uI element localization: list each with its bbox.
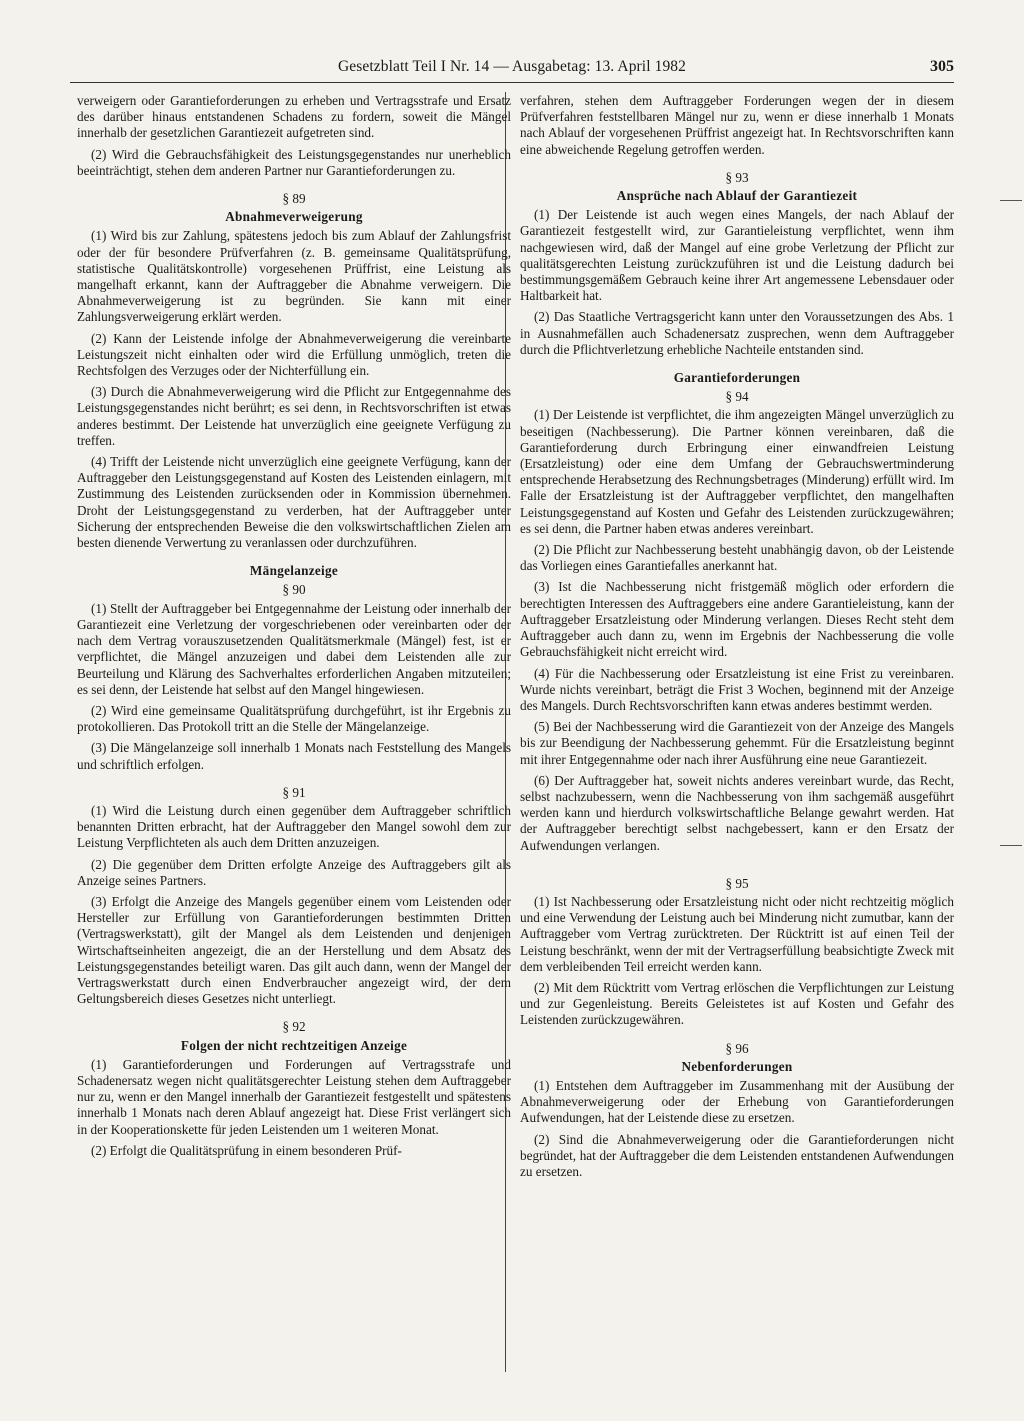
paragraph: (2) Wird eine gemeinsame Qualitätsprüfung durchgeführt, ist ihr Ergebnis zu protokollieren. Das Protokoll tritt an die Stelle der Mängelanzeige. bbox=[77, 702, 511, 735]
section-number: § 89 bbox=[282, 191, 306, 207]
section-title: Ansprüche nach Ablauf der Garantiezeit bbox=[616, 188, 858, 204]
paragraph: (2) Das Staatliche Vertragsgericht kann unter den Voraussetzungen des Abs. 1 in Ausnahmefällen auch Schadenersatz zusprechen, wenn dem Auftraggeber durch die Pflichtverletzung erhebliche Nachteile entstanden sind. bbox=[520, 309, 954, 357]
paragraph: (2) Kann der Leistende infolge der Abnahmeverweigerung die vereinbarte Leistungszeit nicht einhalten oder wird die Erfüllung unmöglich, treten die Rechtsfolgen des Verzuges oder der Nichterfüllung ein. bbox=[77, 330, 511, 379]
paragraph: (1) Ist Nachbesserung oder Ersatzleistung nicht oder nicht rechtzeitig möglich und eine Verwendung der Leistung auch bei Minderung nicht zumutbar, kann der Auftraggeber vom Vertrag zurücktreten. Der Rücktritt ist auf einen Teil der Leistung beschränkt, wenn der mit der Vertragserfüllung beabsichtigte Zweck mit dem verbleibenden Teil erreicht werden kann. bbox=[520, 893, 954, 974]
paragraph: (3) Die Mängelanzeige soll innerhalb 1 Monats nach Feststellung des Mangels und schriftlich erfolgen. bbox=[77, 740, 511, 772]
paragraph: (2) Die gegenüber dem Dritten erfolgte Anzeige des Auftraggebers gilt als Anzeige seines Partners. bbox=[77, 856, 511, 888]
section-number: § 94 bbox=[725, 389, 749, 405]
section-title: Folgen der nicht rechtzeitigen Anzeige bbox=[180, 1037, 408, 1053]
paragraph: (2) Sind die Abnahmeverweigerung oder die Garantieforderungen nicht begründet, hat der Auftraggeber die dem Leistenden entstandenen Aufwendungen zu ersetzen. bbox=[520, 1131, 954, 1179]
section-number: § 92 bbox=[282, 1019, 306, 1035]
paragraph: (1) Garantieforderungen und Forderungen auf Vertragsstrafe und Schadenersatz wegen nicht qualitätsgerechter Leistung stehen dem Auftraggeber nur zu, wenn er den Mangel innerhalb der Garantiezeit festgestellt und spätestens innerhalb 1 Monats nach deren Ablauf angezeigt hat. Diese Frist verlängert sich in der Kooperationskette für jeden Leistenden um 1 weiteren Monat. bbox=[77, 1056, 511, 1137]
section-title: Nebenforderungen bbox=[681, 1058, 793, 1074]
page-header bbox=[70, 58, 954, 83]
section-number: § 91 bbox=[282, 784, 306, 800]
paragraph: verfahren, stehen dem Auftraggeber Forderungen wegen der in diesem Prüfverfahren feststellbaren Mängel nur zu, wenn er diese innerhalb 1 Monats nach Ablauf der vorgesehenen Prüffrist angezeigt hat. In Rechtsvorschriften kann eine abweichende Regelung getroffen werden. bbox=[520, 93, 954, 157]
right-column bbox=[520, 93, 954, 1185]
paragraph: (1) Der Leistende ist auch wegen eines Mangels, der nach Ablauf der Garantiezeit festgestellt wird, zur Garantieleistung verpflichtet, wenn ihm nachgewiesen wird, daß der Mangel auf eine grobe Verletzung der Pflicht zur qualitätsgerechten Leistung zurückzuführen ist und die Leistung dadurch bei bestimmungsgemäßem Gebrauch keine ihrer Art angemessene Lebensdauer oder Haltbarkeit hat. bbox=[520, 207, 954, 304]
paragraph: (4) Trifft der Leistende nicht unverzüglich eine geeignete Verfügung, kann der Auftraggeber den Leistungsgegenstand auf Kosten des Leistenden einlagern, mit Zustimmung des Leistenden zurücksenden oder in Kommission übernehmen. Droht der Leistungsgegenstand zu verderben, hat der Auftraggeber unter Sicherung der entsprechenden Beweise die den volkswirtschaftlichen Zielen am besten dienende Verwertung zu veranlassen oder durchzuführen. bbox=[77, 454, 511, 551]
margin-mark bbox=[1000, 845, 1022, 846]
section-number: § 95 bbox=[725, 875, 749, 891]
left-column bbox=[77, 93, 511, 1164]
paragraph: (2) Wird die Gebrauchsfähigkeit des Leistungsgegenstandes nur unerheblich beeinträchtigt, stehen dem anderen Partner nur Garantieforderungen zu. bbox=[77, 146, 511, 178]
paragraph: (3) Erfolgt die Anzeige des Mangels gegenüber einem vom Leistenden oder Hersteller zur Erfüllung von Garantieforderungen bestimmten Dritten (Vertragswerkstatt), gilt der Mangel als dem Leistenden und denjenigen Wirtschaftseinheiten angezeigt, die an der Herstellung und dem Absatz des Leistungsgegenstandes beteiligt waren. Das gilt auch dann, wenn der Mangel der Vertragswerkstatt durch einen Endverbraucher angezeigt wird, der dem Geltungsbereich dieses Gesetzes nicht unterliegt. bbox=[77, 893, 511, 1007]
paragraph: (3) Ist die Nachbesserung nicht fristgemäß möglich oder erfordern die berechtigten Interessen des Auftraggebers eine andere Garantieleistung, kann der Auftraggeber Ersatzleistung oder Minderung verlangen. Dieses Recht steht dem Auftraggeber auch dann zu, wenn im Ergebnis der Nachbesserung die volle Gebrauchsfähigkeit nicht erreicht wird. bbox=[520, 579, 954, 660]
section-title: Garantieforderungen bbox=[673, 370, 801, 386]
paragraph: (4) Für die Nachbesserung oder Ersatzleistung ist eine Frist zu vereinbaren. Wurde nichts vereinbart, beträgt die Frist 3 Wochen, beginnend mit der Anzeige des Mangels. Durch Rechtsvorschriften kann etwas anderes bestimmt werden. bbox=[520, 665, 954, 713]
section-title: Mängelanzeige bbox=[249, 563, 339, 579]
section-number: § 93 bbox=[725, 169, 749, 185]
paragraph: (1) Stellt der Auftraggeber bei Entgegennahme der Leistung oder innerhalb der Garantiezeit eine Verletzung der vorgeschriebenen oder vereinbarten oder der nach dem Vertrag vorauszusetzenden Qualitätsmerkmale (Mängel) fest, ist er verpflichtet, die Mängel anzuzeigen und dabei dem Leistenden alle zur Beurteilung und Klärung des Sachverhaltes erforderlichen Angaben mitzuteilen; es sei denn, der Leistende hat selbst auf den Mangel hingewiesen. bbox=[77, 600, 511, 697]
paragraph: (1) Der Leistende ist verpflichtet, die ihm angezeigten Mängel unverzüglich zu beseitigen (Nachbesserung). Die Partner können vereinbaren, daß die Garantieforderung durch Erbringung einer einwandfreien Leistung (Ersatzleistung) oder eine dem Umfang der Gebrauchswertminderung entsprechende Herabsetzung des Rechnungsbetrages (Minderung) erfüllt wird. Im Falle der Ersatzleistung ist der Auftraggeber verpflichtet, den mangelhaften Leistungsgegenstand auf Kosten und Gefahr des Leistenden zurückzugewähren; es sei denn, die Partner haben etwas anderes vereinbart. bbox=[520, 407, 954, 536]
section-number: § 96 bbox=[725, 1040, 749, 1056]
paragraph: (1) Entstehen dem Auftraggeber im Zusammenhang mit der Ausübung der Abnahmeverweigerung oder der Erhebung von Garantieforderungen Aufwendungen, hat der Leistende diese zu ersetzen. bbox=[520, 1077, 954, 1126]
margin-mark bbox=[1000, 200, 1022, 201]
paragraph: verweigern oder Garantieforderungen zu erheben und Vertragsstrafe und Ersatz des darüber hinaus entstandenen Schadens zu fordern, soweit die Mängel innerhalb der gesetzlichen Garantiezeit aufgetreten sind. bbox=[77, 93, 511, 141]
section-title: Abnahmeverweigerung bbox=[225, 209, 363, 225]
paragraph: (2) Erfolgt die Qualitätsprüfung in einem besonderen Prüf- bbox=[91, 1142, 402, 1158]
header-title: Gesetzblatt Teil I Nr. 14 — Ausgabetag: 13. April 1982 bbox=[338, 58, 686, 75]
paragraph: (5) Bei der Nachbesserung wird die Garantiezeit von der Anzeige des Mangels bis zur Beendigung der Nachbesserung gehemmt. Für die Ersatzleistung beginnt mit ihrer Entgegennahme oder nach ihrer Ausführung eine neue Garantiezeit. bbox=[520, 719, 954, 767]
paragraph: (2) Die Pflicht zur Nachbesserung besteht unabhängig davon, ob der Leistende das Vorliegen eines Garantiefalles anerkannt hat. bbox=[520, 542, 954, 574]
paragraph: (3) Durch die Abnahmeverweigerung wird die Pflicht zur Entgegennahme des Leistungsgegenstandes nicht berührt; es sei denn, in Rechtsvorschriften ist etwas anderes bestimmt. Der Leistende hat unverzüglich eine geeignete Verfügung zu treffen. bbox=[77, 384, 511, 448]
page-number: 305 bbox=[930, 58, 954, 75]
paragraph: (6) Der Auftraggeber hat, soweit nichts anderes vereinbart wurde, das Recht, selbst nachzubessern, wenn die Nachbesserung von ihm sachgemäß ausgeführt werden kann und hierdurch volkswirtschaftliche Belange gewahrt werden. Hat der Auftraggeber berechtigt selbst nachgebessert, kann er den Ersatz der Aufwendungen verlangen. bbox=[520, 772, 954, 853]
paragraph: (2) Mit dem Rücktritt vom Vertrag erlöschen die Verpflichtungen zur Leistung und zur Gegenleistung. Bereits Geleistetes ist auf Kosten und Gefahr des Leistenden zurückzugewähren. bbox=[520, 979, 954, 1028]
paragraph: (1) Wird die Leistung durch einen gegenüber dem Auftraggeber schriftlich benannten Dritten erbracht, hat der Auftraggeber den Mangel sowohl dem zur Leistung Verpflichteten als auch dem Dritten anzuzeigen. bbox=[77, 802, 511, 851]
section-number: § 90 bbox=[282, 582, 306, 598]
paragraph: (1) Wird bis zur Zahlung, spätestens jedoch bis zum Ablauf der Zahlungsfrist oder der für besondere Prüfverfahren (z. B. gemeinsame Qualitätsprüfung, statistische Qualitätskontrolle) vorgesehenen Prüffrist, eine Leistung als mangelhaft erkannt, kann der Auftraggeber die Abnahme verweigern. Die Abnahmeverweigerung ist zu begründen. Sie kann mit einer Zahlungsverweigerung erklärt werden. bbox=[77, 228, 511, 325]
